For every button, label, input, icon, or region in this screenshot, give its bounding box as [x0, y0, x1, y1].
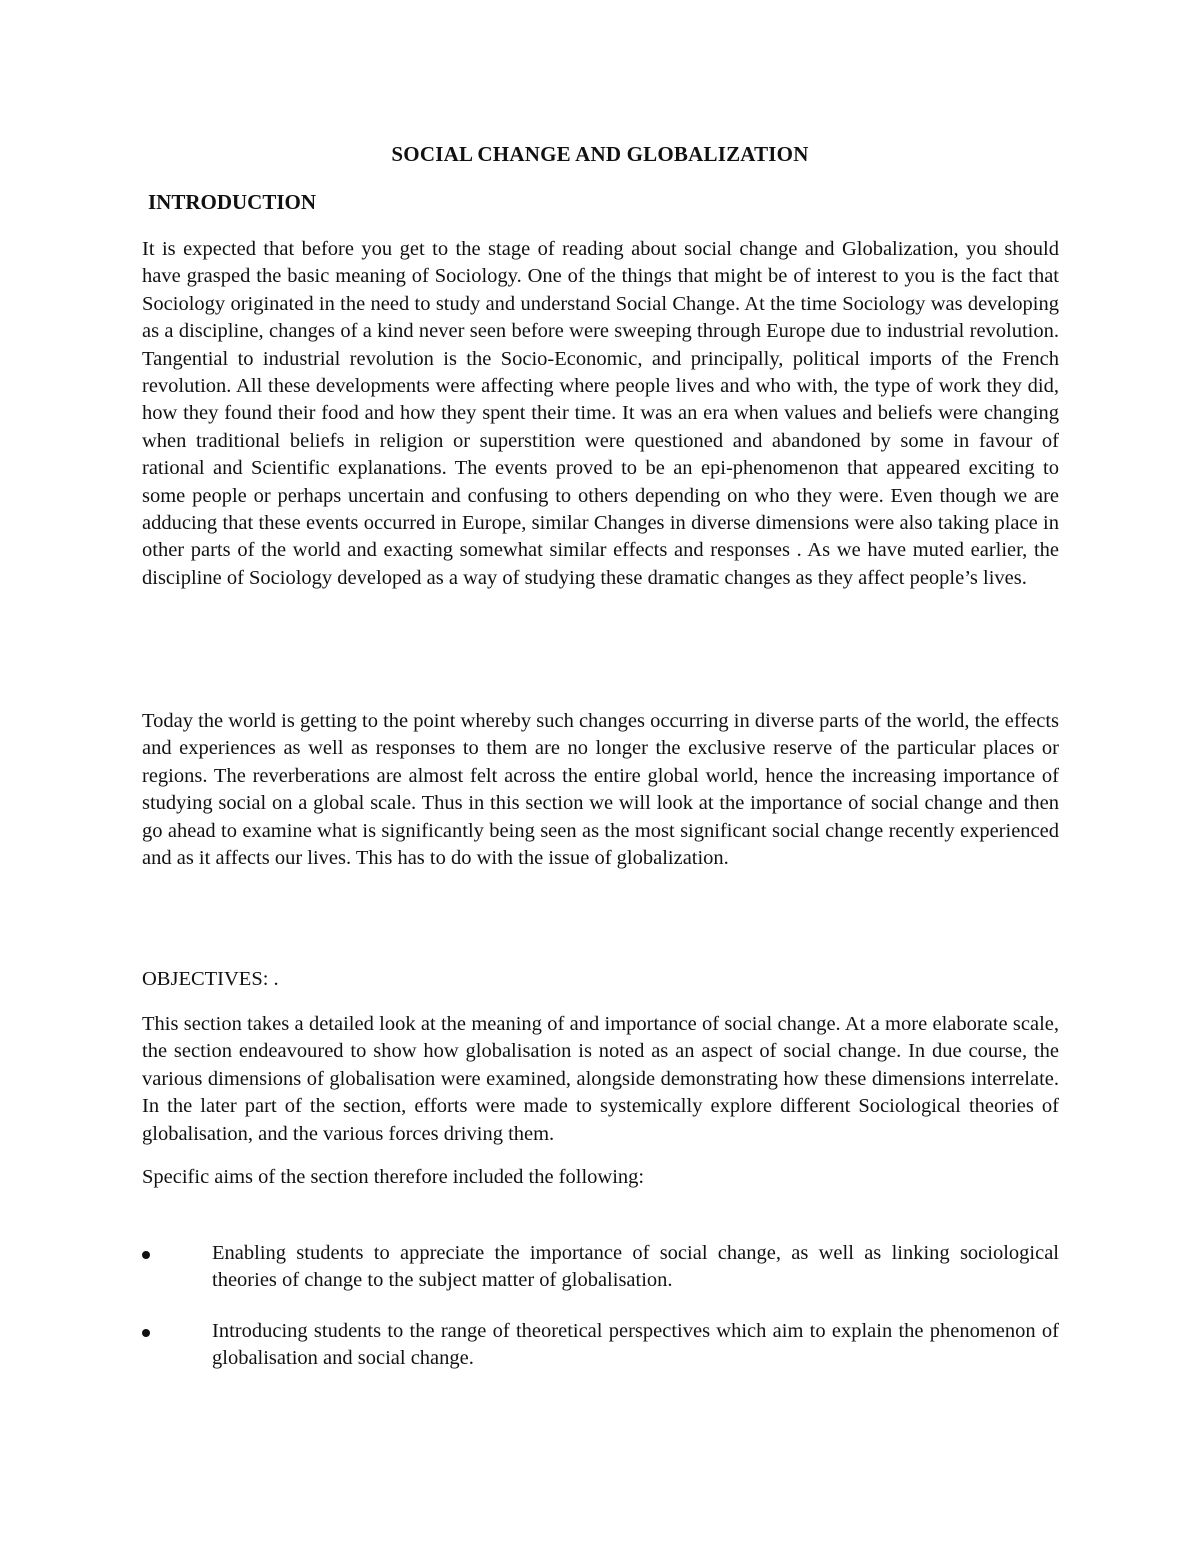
intro-paragraph-2: Today the world is getting to the point whereby such changes occurring in diverse parts of the world, the effects and experiences as well as responses to them are no longer the exclusive reserve of the particular places or regions. The reverberations are almost felt across the entire global world, hence the increasing importance of studying social on a global scale. Thus in this section we will look at the importance of social change and then go ahead to examine what is significantly being seen as the most significant social change recently experienced and as it affects our lives. This has to do with the issue of globalization.	[142, 710, 1060, 870]
bullet-icon	[142, 1329, 150, 1337]
objectives-paragraph: This section takes a detailed look at the meaning of and importance of social change. At a more elaborate scale, the section endeavoured to show how globalisation is noted as an aspect of social change. In due course, the various dimensions of globalisation were examined, alongside demonstrating how these dimensions interrelate. In the later part of the section, efforts were made to systemically explore different Sociological theories of globalisation, and the various forces driving them.	[142, 1013, 1059, 1145]
intro-paragraph-1: It is expected that before you get to the stage of reading about social change and Globalization, you should have grasped the basic meaning of Sociology. One of the things that might be of interest to you is the fact that Sociology originated in the need to study and understand Social Change. At the time Sociology was developing as a discipline, changes of a kind never seen before were sweeping through Europe due to industrial revolution. Tangential to industrial revolution is the Socio-Economic, and principally, political imports of the French revolution. All these developments were affecting where people lives and who with, the type of work they did, how they found their food and how they spent their time. It was an era when values and beliefs were changing when traditional beliefs in religion or superstition were questioned and abandoned by some in favour of rational and Scientific explanations. The events proved to be an epi-phenomenon that appeared exciting to some people or perhaps uncertain and confusing to others depending on who they were. Even though we are adducing that these events occurred in Europe, similar Changes in diverse dimensions were also taking place in other parts of the world and exacting somewhat similar effects and responses . As we have muted earlier, the discipline of Sociology developed as a way of studying these dramatic changes as they affect people’s lives.	[142, 238, 1059, 589]
introduction-heading: INTRODUCTION	[148, 190, 317, 214]
aims-intro: Specific aims of the section therefore included the following:	[142, 1166, 645, 1188]
aims-list	[142, 1240, 1059, 1396]
aim-text: Introducing students to the range of theoretical perspectives which aim to explain the phenomenon of globalisation and social change.	[212, 1319, 1059, 1370]
document-title: SOCIAL CHANGE AND GLOBALIZATION	[391, 142, 809, 166]
aim-text: Enabling students to appreciate the importance of social change, as well as linking sociological theories of change to the subject matter of globalisation.	[212, 1242, 1059, 1292]
list-item	[142, 1318, 1059, 1373]
list-item	[142, 1240, 1059, 1295]
objectives-heading: OBJECTIVES: .	[142, 968, 279, 990]
bullet-icon	[142, 1251, 150, 1259]
